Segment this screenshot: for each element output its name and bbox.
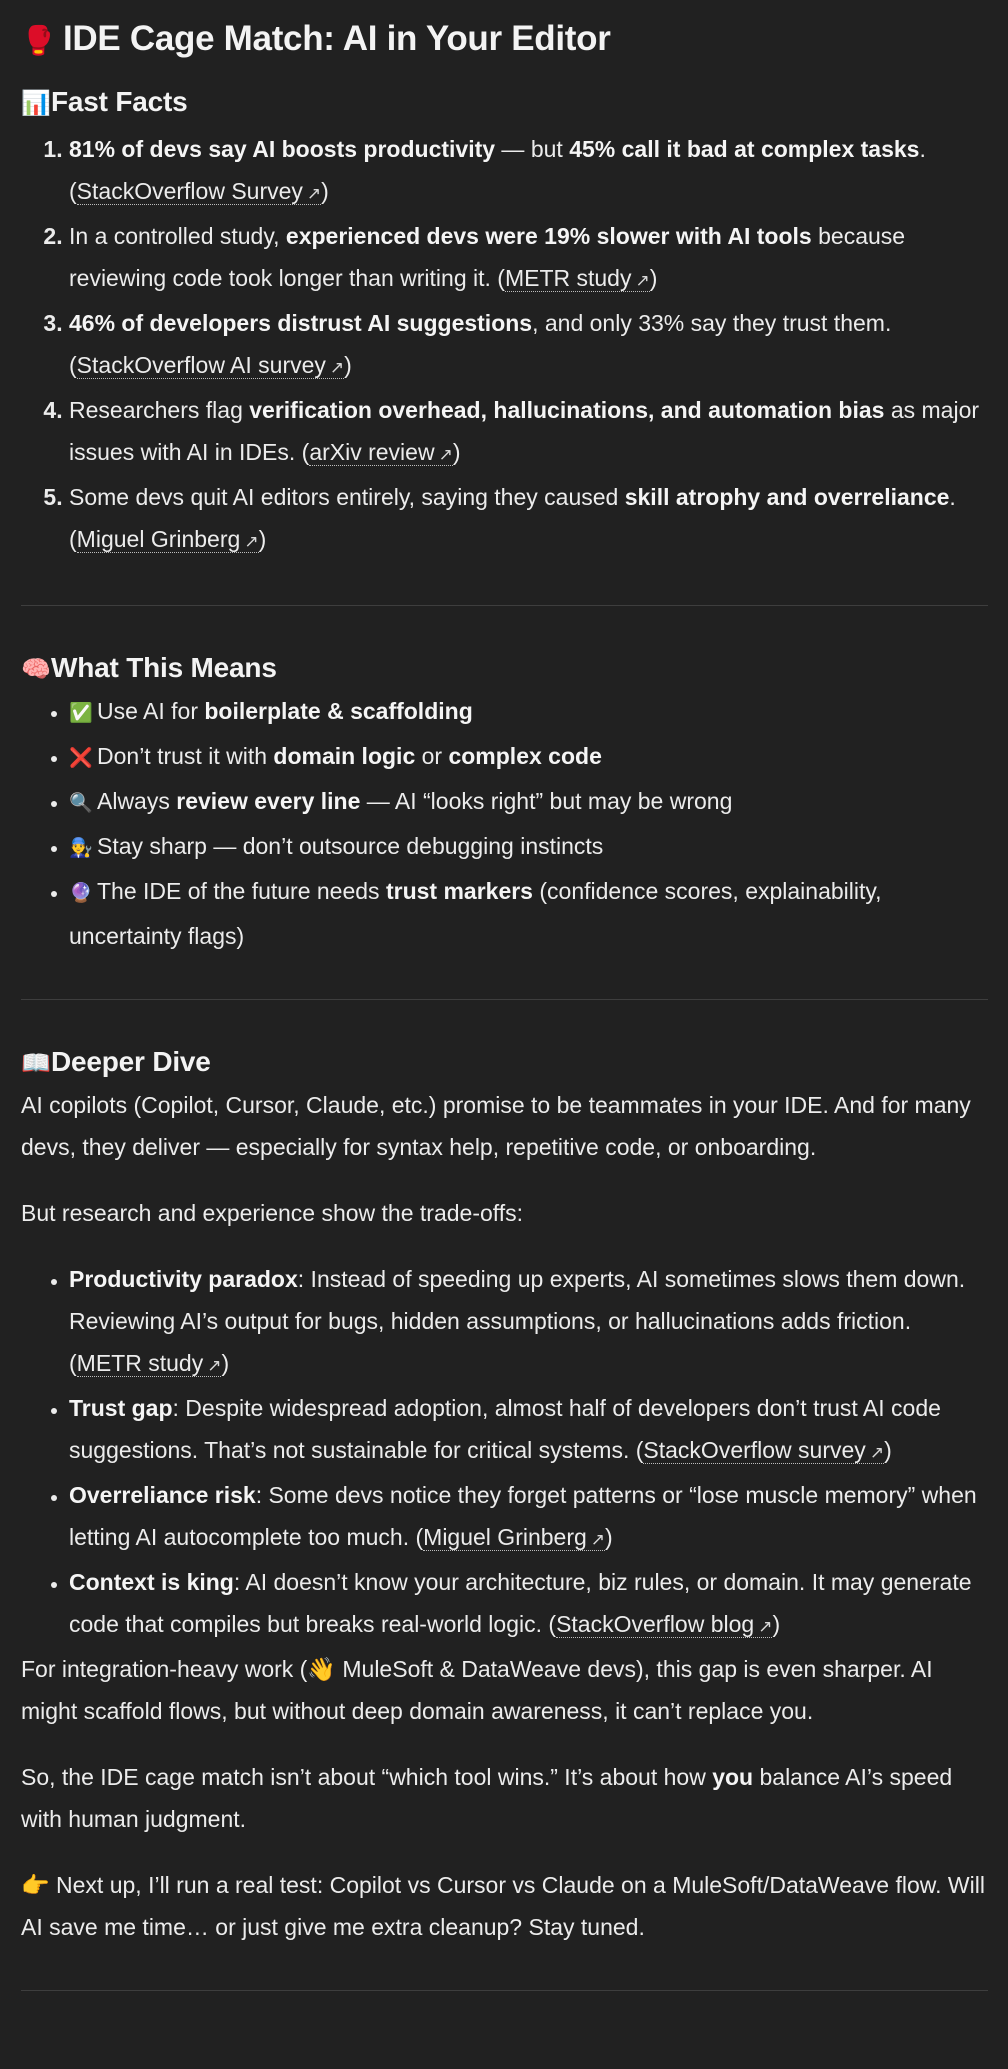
external-link-icon: ↗ <box>758 1617 773 1636</box>
meaning-text: (confidence scores, explainability, uncertainty flags) <box>69 878 882 949</box>
section-divider <box>21 605 988 606</box>
arxiv-review-link[interactable] <box>309 439 453 466</box>
tradeoff-text: : Instead of speeding up experts, AI sometimes slows them down. Reviewing AI’s output for bugs, hidden assumptions, or hallucinations adds friction. ( <box>69 1266 966 1376</box>
fact-bold: 46% of developers distrust AI suggestions <box>69 310 533 336</box>
stackoverflow-blog-link[interactable] <box>556 1611 772 1638</box>
meaning-text: — AI “looks right” but may be wrong <box>360 788 733 814</box>
meaning-text: The IDE of the future needs <box>97 878 386 904</box>
tradeoff-title: Trust gap <box>69 1395 173 1421</box>
metr-study-link[interactable] <box>505 265 650 292</box>
fact-text: ) <box>452 439 461 465</box>
paragraph-text: MuleSoft & DataWeave devs), this gap is even sharper. AI might scaffold flows, but without deep domain awareness, it can’t replace you. <box>21 1656 933 1724</box>
meaning-bold: trust markers <box>385 878 533 904</box>
fact-text: . ( <box>69 136 926 204</box>
fast-facts-heading <box>21 82 988 124</box>
fact-bold: skill atrophy and overreliance <box>624 484 950 510</box>
deeper-paragraph: AI copilots (Copilot, Cursor, Claude, etc.) promise to be teammates in your IDE. And for many devs, they deliver — especially for syntax help, repetitive code, or onboarding. <box>21 1092 971 1160</box>
link-label: Miguel Grinberg <box>76 526 241 552</box>
cross-mark-icon: ❌ <box>69 748 93 769</box>
page-title-text: IDE Cage Match: AI in Your Editor <box>63 19 611 58</box>
deeper-dive-heading-text: Deeper Dive <box>51 1046 211 1077</box>
stackoverflow-survey-link[interactable] <box>643 1437 884 1464</box>
fast-fact-item <box>69 476 988 563</box>
link-label: StackOverflow survey <box>643 1437 866 1463</box>
tradeoff-item <box>69 1387 988 1474</box>
deeper-paragraph <box>21 1756 988 1840</box>
fast-fact-item <box>69 302 988 389</box>
paragraph-text: So, the IDE cage match isn’t about “which tool wins.” It’s about how <box>21 1764 713 1790</box>
deeper-paragraph <box>21 1864 988 1948</box>
meaning-text: or <box>415 743 449 769</box>
paragraph-bold: you <box>712 1764 754 1790</box>
fast-facts-heading-text: Fast Facts <box>51 86 188 117</box>
external-link-icon: ↗ <box>590 1530 606 1549</box>
fast-facts-list <box>21 128 988 563</box>
fact-bold: verification overhead, hallucinations, and automation bias <box>249 397 885 423</box>
stackoverflow-survey-link[interactable] <box>77 178 322 205</box>
fact-text: as major issues with AI in IDEs. ( <box>69 397 980 465</box>
link-label: METR study <box>76 1350 204 1376</box>
magnifying-glass-icon: 🔍 <box>69 793 93 814</box>
meaning-bold: boilerplate & scaffolding <box>204 698 473 724</box>
fact-text: ) <box>344 352 352 378</box>
tradeoff-text: : AI doesn’t know your architecture, biz rules, or domain. It may generate code that compiles but breaks real-world logic. ( <box>69 1569 972 1637</box>
fact-text: ) <box>258 526 267 552</box>
external-link-icon: ↗ <box>306 184 322 203</box>
tradeoff-title: Context is king <box>69 1569 234 1595</box>
mechanic-icon: 👨‍🔧 <box>69 838 93 859</box>
meaning-text: Use AI for <box>97 698 205 724</box>
link-label: METR study <box>504 265 632 291</box>
fact-text: Researchers flag <box>69 397 250 423</box>
link-label: StackOverflow Survey <box>76 178 303 204</box>
fast-fact-item <box>69 128 988 215</box>
fact-text: — but <box>495 136 570 162</box>
meaning-item <box>69 870 988 957</box>
section-divider <box>21 999 988 1000</box>
boxing-glove-icon: 🥊 <box>21 25 56 56</box>
tradeoff-text: ) <box>772 1611 781 1637</box>
tradeoff-item <box>69 1561 988 1648</box>
fact-text: because reviewing code took longer than writing it. ( <box>69 223 906 291</box>
meaning-bold: complex code <box>448 743 602 769</box>
link-label: Miguel Grinberg <box>423 1524 587 1550</box>
fact-bold: 45% call it bad at complex tasks <box>569 136 920 162</box>
meaning-bold: review every line <box>176 788 361 814</box>
what-this-means-heading-text: What This Means <box>51 652 277 683</box>
tradeoff-text: : Some devs notice they forget patterns or “lose muscle memory” when letting AI autocomplete too much. ( <box>69 1482 977 1550</box>
deeper-paragraph <box>21 1648 988 1732</box>
fact-text: ) <box>321 178 329 204</box>
section-divider <box>21 1990 988 1991</box>
article <box>0 16 1008 1991</box>
external-link-icon: ↗ <box>329 358 345 377</box>
fact-text: Some devs quit AI editors entirely, saying they caused <box>69 484 625 510</box>
fast-fact-item <box>69 389 988 476</box>
meaning-text: Don’t trust it with <box>97 743 274 769</box>
page-title <box>21 16 988 64</box>
tradeoffs-list <box>21 1258 988 1648</box>
meaning-item <box>69 780 988 825</box>
meaning-item <box>69 825 988 870</box>
tradeoff-item <box>69 1258 988 1387</box>
meaning-item <box>69 690 988 735</box>
check-mark-icon: ✅ <box>69 703 93 724</box>
external-link-icon: ↗ <box>207 1356 222 1375</box>
crystal-ball-icon: 🔮 <box>69 883 93 904</box>
link-label: arXiv review <box>309 439 435 465</box>
tradeoff-text: ) <box>884 1437 892 1463</box>
fact-bold: experienced devs were 19% slower with AI tools <box>285 223 812 249</box>
fact-text: In a controlled study, <box>69 223 286 249</box>
waving-hand-icon: 👋 <box>307 1656 336 1682</box>
tradeoff-text: ) <box>221 1350 230 1376</box>
bar-chart-icon: 📊 <box>21 90 51 117</box>
external-link-icon: ↗ <box>244 532 259 551</box>
external-link-icon: ↗ <box>869 1443 885 1462</box>
open-book-icon: 📖 <box>21 1050 51 1077</box>
tradeoff-item <box>69 1474 988 1561</box>
deeper-paragraph: But research and experience show the trade-offs: <box>21 1200 524 1226</box>
tradeoff-text: : Despite widespread adoption, almost half of developers don’t trust AI code suggestions. That’s not sustainable for critical systems. ( <box>69 1395 941 1463</box>
pointing-hand-icon: 👉 <box>21 1872 50 1898</box>
paragraph-text: balance AI’s speed with human judgment. <box>21 1764 953 1832</box>
fact-text: . ( <box>69 484 956 552</box>
fact-bold: 81% of devs say AI boosts productivity <box>69 136 496 162</box>
metr-study-link[interactable] <box>77 1350 222 1377</box>
paragraph-text: For integration-heavy work ( <box>21 1656 308 1682</box>
external-link-icon: ↗ <box>635 271 650 290</box>
paragraph-text: Next up, I’ll run a real test: Copilot vs Cursor vs Claude on a MuleSoft/DataWeave flow. Will AI save me time… or just give me extra cleanup? Stay tuned. <box>21 1872 985 1940</box>
fast-fact-item <box>69 215 988 302</box>
link-label: StackOverflow blog <box>556 1611 755 1637</box>
meaning-bold: domain logic <box>273 743 416 769</box>
miguel-grinberg-link[interactable] <box>423 1524 605 1551</box>
fact-text: ) <box>649 265 658 291</box>
tradeoff-title: Productivity paradox <box>69 1266 298 1292</box>
what-this-means-heading <box>21 648 988 690</box>
deeper-dive-heading <box>21 1042 988 1084</box>
what-this-means-list <box>21 690 988 957</box>
stackoverflow-ai-survey-link[interactable] <box>77 352 345 379</box>
link-label: StackOverflow AI survey <box>76 352 326 378</box>
external-link-icon: ↗ <box>438 445 453 464</box>
meaning-text: Stay sharp — don’t outsource debugging instincts <box>97 833 604 859</box>
miguel-grinberg-link[interactable] <box>77 526 259 553</box>
meaning-item <box>69 735 988 780</box>
meaning-text: Always <box>97 788 177 814</box>
tradeoff-text: ) <box>605 1524 613 1550</box>
brain-icon: 🧠 <box>21 656 51 683</box>
fact-text: , and only 33% say they trust them. ( <box>69 310 892 378</box>
tradeoff-title: Overreliance risk <box>69 1482 256 1508</box>
